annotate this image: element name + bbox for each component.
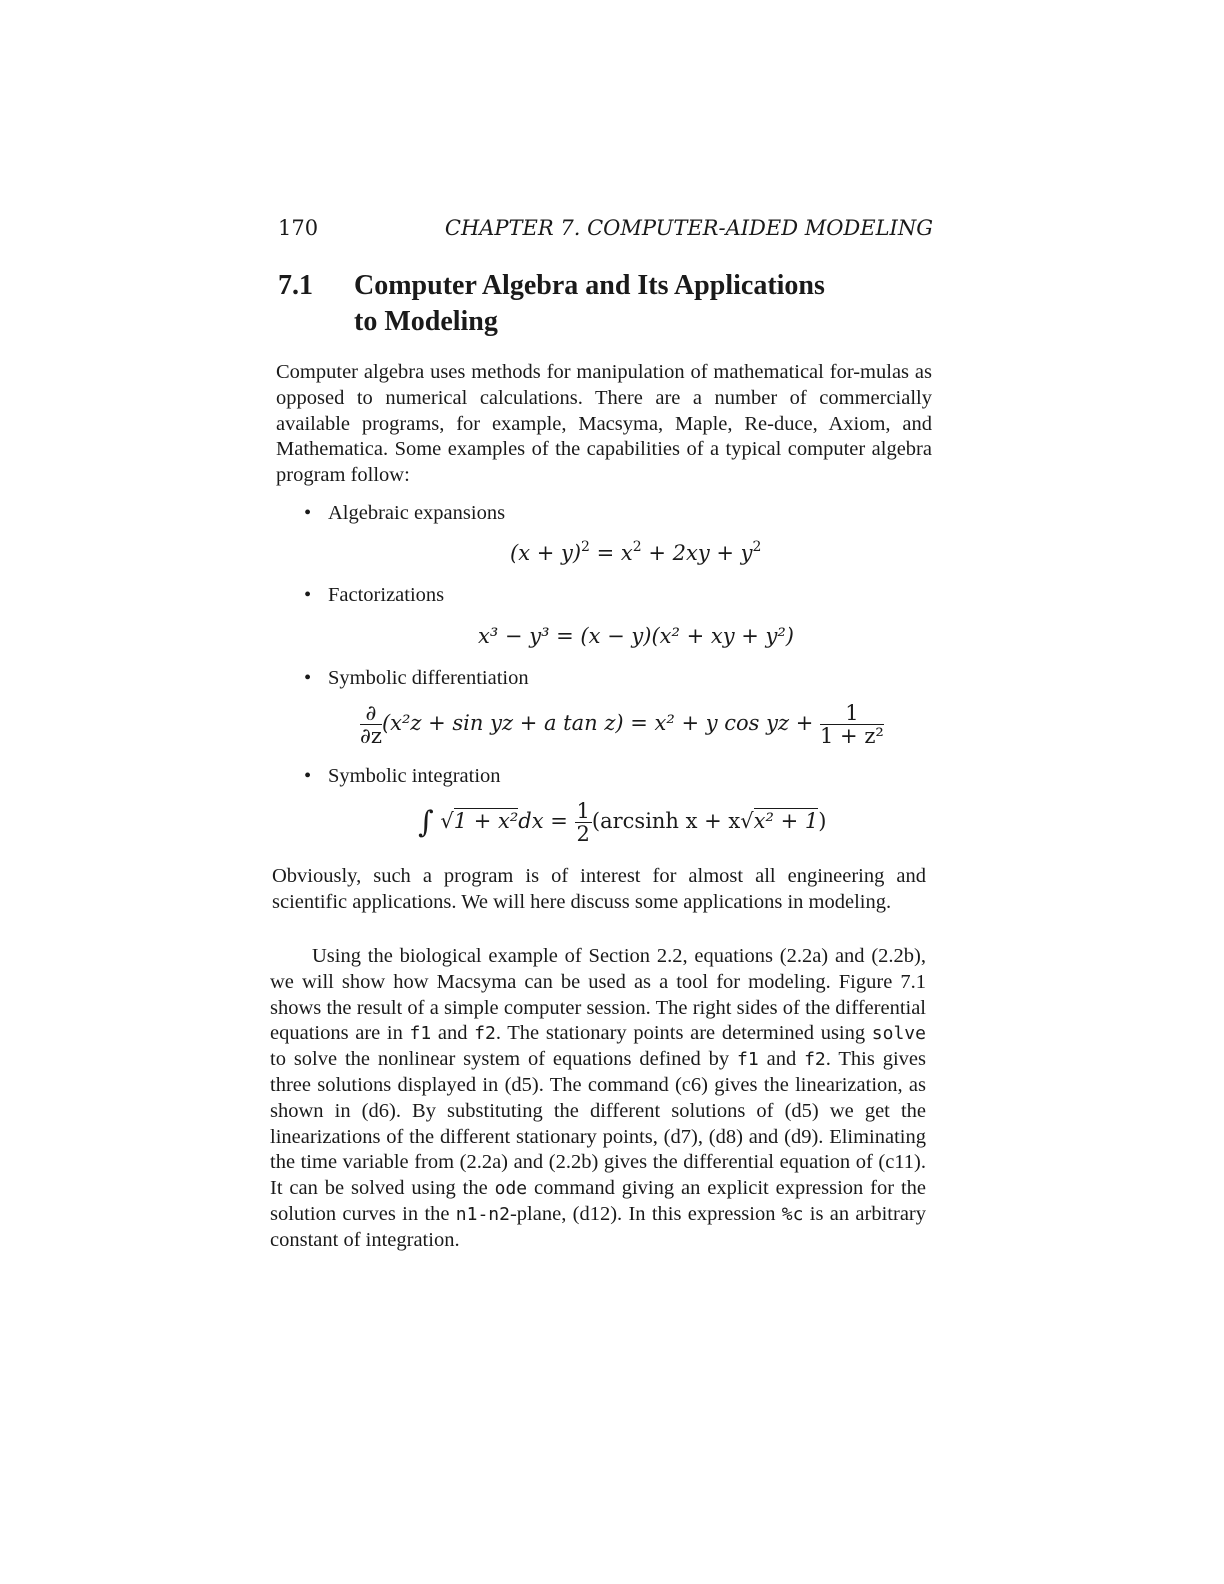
integral-sign: ∫: [418, 805, 434, 840]
bullet-label: Algebraic expansions: [328, 502, 506, 524]
eq1-lhs: (x + y): [510, 541, 582, 565]
text-run: -plane, (d12). In this expression: [509, 1202, 782, 1225]
sqrt-sign: √: [440, 809, 454, 833]
chapter-title: CHAPTER 7. COMPUTER-AIDED MODELING: [444, 216, 933, 240]
half-fraction: [575, 800, 592, 845]
formula-integration: [418, 800, 828, 854]
bullet-label: Symbolic integration: [328, 765, 501, 787]
code-f1: f1: [409, 1023, 432, 1045]
bullet-dot: •: [304, 765, 312, 787]
text-run: . This gives three solutions displayed in (d5). The command (c6) gives the linearization, as shown in (d6). By substituting the different solutions of (d5) we get the linearizations of the different stationary points, (d7), (d8) and (d9). Eliminating the time variable from (2.2a) and (2.2b) gives the differential equation of (c11). It can be solved using the: [270, 1048, 926, 1200]
bullet-dot: •: [304, 667, 312, 689]
reciprocal-denominator: 1 + z²: [820, 724, 884, 748]
eq2-text: x³ − y³ = (x − y)(x² + xy + y²): [478, 624, 795, 648]
paragraph-biological-example: [270, 944, 926, 1254]
bullet-dot: •: [304, 584, 312, 606]
paren-close: ): [818, 809, 827, 833]
eq1-exp: 2: [581, 539, 590, 555]
eq1-eq: = x: [589, 541, 633, 565]
text-run: to solve the nonlinear system of equations defined by: [270, 1048, 738, 1071]
eq1-rest: + 2xy + y: [641, 541, 753, 565]
dx-equals: dx =: [518, 809, 575, 833]
partial-denominator: ∂z: [360, 724, 382, 748]
section-number: 7.1: [278, 270, 313, 301]
code-f2: f2: [804, 1049, 826, 1071]
paragraph-obviously: Obviously, such a program is of interest for almost all engineering and scientific applications. We will here discuss some applications in modeling.: [272, 865, 926, 913]
text-run: and: [758, 1048, 805, 1071]
bullet-label: Symbolic differentiation: [328, 667, 529, 689]
code-f2: f2: [474, 1023, 496, 1045]
reciprocal-fraction: [820, 702, 884, 747]
section-title-line-2: to Modeling: [354, 306, 498, 337]
formula-factorization: [478, 624, 794, 648]
text-run: . The stationary points are determined using: [495, 1022, 872, 1045]
section-title-line-1: Computer Algebra and Its Applications: [354, 270, 825, 301]
half-denominator: 2: [576, 822, 590, 846]
code-percent-c: %c: [781, 1203, 804, 1225]
partial-numerator: ∂: [360, 702, 382, 725]
running-head: [278, 216, 933, 246]
reciprocal-numerator: 1: [820, 702, 884, 725]
text-run: and: [431, 1022, 475, 1045]
section-title: [354, 268, 938, 340]
bullet-dot: •: [304, 502, 312, 524]
partial-fraction: [360, 702, 382, 747]
radicand: 1 + x²: [453, 809, 519, 833]
eq3-body: (x²z + sin yz + a tan z) = x² + y cos yz +: [381, 711, 821, 735]
page-number: 170: [278, 216, 319, 240]
eq1-exp2: 2: [632, 539, 642, 555]
code-ode: ode: [494, 1178, 528, 1200]
code-f1: f1: [737, 1049, 759, 1071]
code-n1-n2: n1-n2: [455, 1203, 510, 1225]
sqrt-sign-2: √: [740, 809, 754, 833]
code-solve: solve: [871, 1023, 926, 1045]
half-numerator: 1: [576, 799, 590, 823]
arcsinh-term: (arcsinh x + x: [591, 809, 741, 833]
text-run: command giving an explicit expression for the solution curves in the: [270, 1177, 926, 1225]
radicand-2: x² + 1: [753, 809, 819, 833]
formula-differentiation: [360, 701, 884, 754]
text-run: Using the biological example of Section 2.2, equations (2.2a) and (2.2b), we will show how Macsyma can be used as a tool for modeling. Figure 7.1 shows the result of a simple computer session. The right sides of the differential equations are in: [270, 945, 926, 1045]
bullet-label: Factorizations: [328, 584, 445, 606]
text-run: is an arbitrary constant of integration.: [270, 1202, 926, 1251]
eq1-exp3: 2: [752, 539, 762, 555]
formula-expansion: [510, 541, 761, 565]
intro-paragraph: Computer algebra uses methods for manipulation of mathematical for-mulas as opposed to numerical calculations. There are a number of commercially available programs, for example, Macsyma, Maple, Re-duce, Axiom, and Mathematica. Some examples of the capabilities of a typical computer algebra program follow:: [276, 361, 932, 487]
